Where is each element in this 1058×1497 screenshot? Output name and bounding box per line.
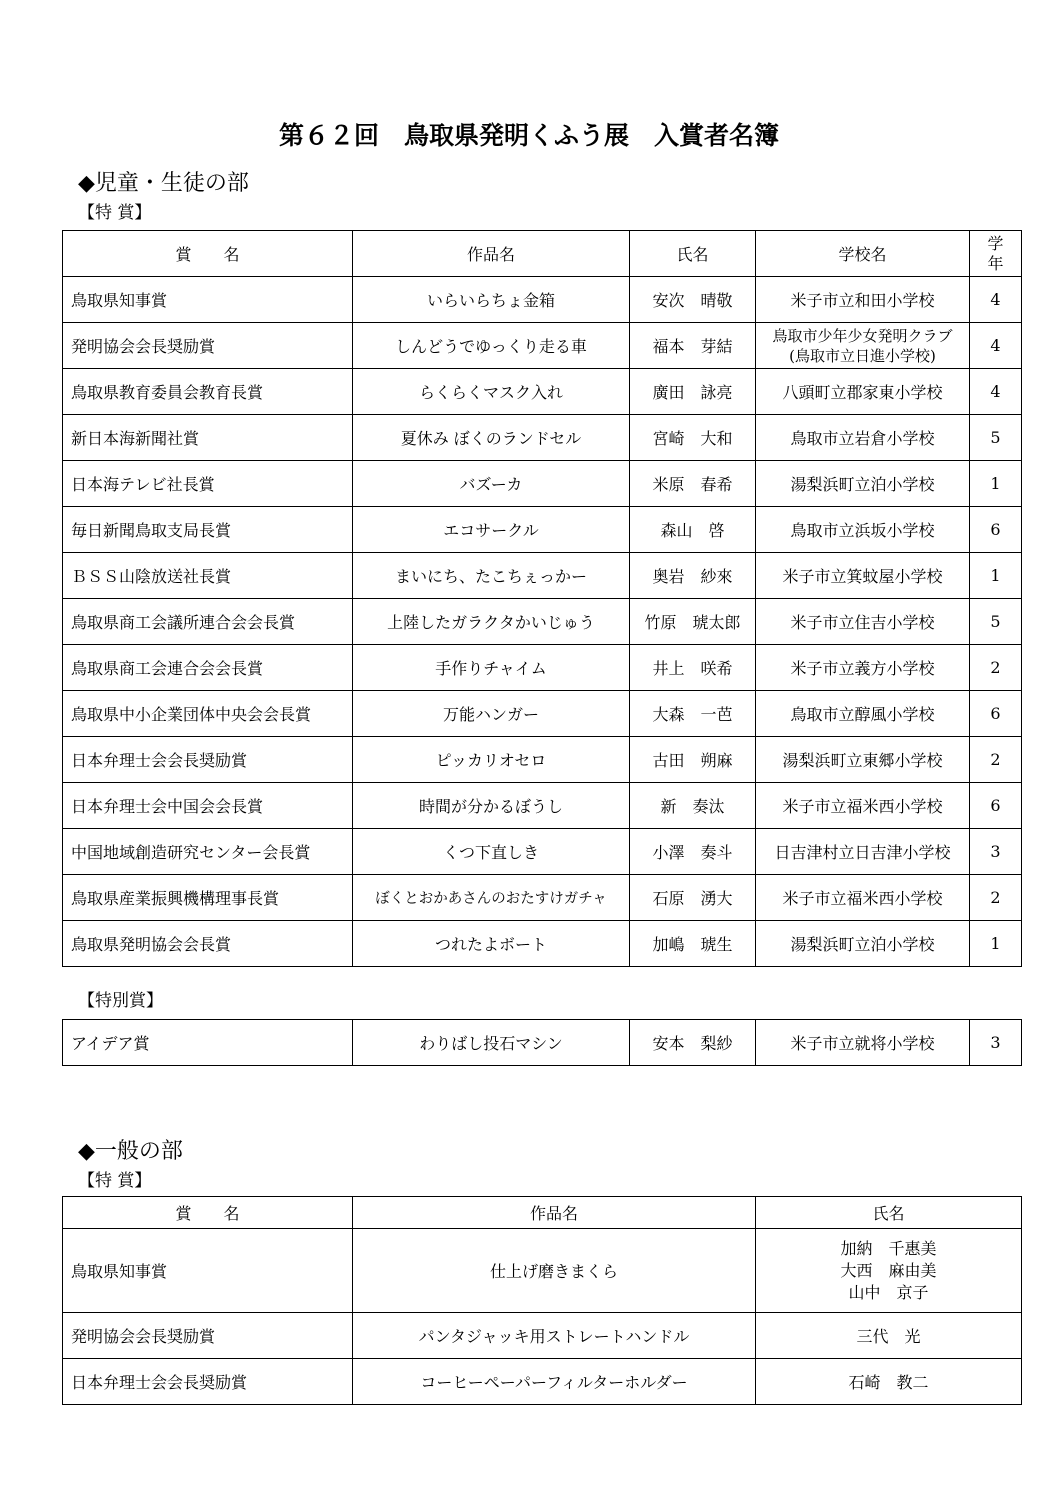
table-row [63, 323, 1022, 369]
table-row [63, 691, 1022, 737]
grade-cell: 1 [970, 921, 1022, 967]
work-cell: つれたよボート [353, 921, 630, 967]
grade-cell: 3 [970, 1020, 1022, 1066]
header-award: 賞 名 [63, 231, 353, 277]
name-cell: 米原 春希 [630, 461, 756, 507]
table-row [63, 599, 1022, 645]
student-awards-table [62, 230, 1022, 967]
name-cell: 加嶋 琥生 [630, 921, 756, 967]
grade-cell: 1 [970, 553, 1022, 599]
header-school: 学校名 [756, 231, 970, 277]
table-row [63, 369, 1022, 415]
name-cell: 安本 梨紗 [630, 1020, 756, 1066]
school-cell: 湯梨浜町立泊小学校 [756, 921, 970, 967]
name-cell: 奥岩 紗來 [630, 553, 756, 599]
school-cell: 鳥取市立浜坂小学校 [756, 507, 970, 553]
award-cell: 鳥取県中小企業団体中央会会長賞 [63, 691, 353, 737]
work-cell: らくらくマスク入れ [353, 369, 630, 415]
name-cell: 井上 咲希 [630, 645, 756, 691]
header-name: 氏名 [756, 1197, 1022, 1229]
table-row [63, 507, 1022, 553]
student-special-prize-table [62, 1019, 1022, 1066]
school-cell: 米子市立和田小学校 [756, 277, 970, 323]
award-cell: 日本海テレビ社長賞 [63, 461, 353, 507]
school-cell: 鳥取市立岩倉小学校 [756, 415, 970, 461]
header-award: 賞 名 [63, 1197, 353, 1229]
school-cell: 米子市立箕蚊屋小学校 [756, 553, 970, 599]
name-cell: 大森 一芭 [630, 691, 756, 737]
work-cell: バズーカ [353, 461, 630, 507]
table-row [63, 553, 1022, 599]
work-cell: わりばし投石マシン [353, 1020, 630, 1066]
award-cell: 鳥取県教育委員会教育長賞 [63, 369, 353, 415]
award-cell: アイデア賞 [63, 1020, 353, 1066]
name-cell: 古田 朔麻 [630, 737, 756, 783]
award-cell: 鳥取県知事賞 [63, 277, 353, 323]
grade-cell: 3 [970, 829, 1022, 875]
school-cell: 米子市立住吉小学校 [756, 599, 970, 645]
student-special-prize-label: 【特別賞】 [78, 991, 163, 1011]
header-name: 氏名 [630, 231, 756, 277]
school-cell: 米子市立福米西小学校 [756, 875, 970, 921]
table-row [63, 415, 1022, 461]
table-row [63, 829, 1022, 875]
general-section-heading: ◆一般の部 [78, 1139, 183, 1164]
table-header-row [63, 1197, 1022, 1229]
work-cell: いらいらちょ金箱 [353, 277, 630, 323]
school-cell: 米子市立就将小学校 [756, 1020, 970, 1066]
award-cell: 毎日新聞鳥取支局長賞 [63, 507, 353, 553]
header-work: 作品名 [353, 1197, 756, 1229]
award-cell: 中国地域創造研究センター会長賞 [63, 829, 353, 875]
work-cell: 上陸したガラクタかいじゅう [353, 599, 630, 645]
award-cell: 日本弁理士会会長奨励賞 [63, 737, 353, 783]
grade-cell: 6 [970, 691, 1022, 737]
grade-cell: 1 [970, 461, 1022, 507]
work-cell: くつ下直しき [353, 829, 630, 875]
header-grade: 学 年 [970, 231, 1022, 277]
grade-cell: 5 [970, 415, 1022, 461]
name-cell: 廣田 詠亮 [630, 369, 756, 415]
award-cell: 発明協会会長奨励賞 [63, 323, 353, 369]
award-cell: 発明協会会長奨励賞 [63, 1313, 353, 1359]
award-cell: 日本弁理士会会長奨励賞 [63, 1359, 353, 1405]
award-cell: 鳥取県商工会連合会会長賞 [63, 645, 353, 691]
student-section-heading: ◆児童・生徒の部 [78, 171, 249, 196]
name-cell: 安次 晴敬 [630, 277, 756, 323]
work-cell: コーヒーペーパーフィルターホルダー [353, 1359, 756, 1405]
work-cell: 手作りチャイム [353, 645, 630, 691]
name-cell: 石原 湧大 [630, 875, 756, 921]
grade-cell: 6 [970, 783, 1022, 829]
grade-cell: 2 [970, 737, 1022, 783]
name-cell: 竹原 琥太郎 [630, 599, 756, 645]
award-cell: 鳥取県知事賞 [63, 1229, 353, 1313]
table-row [63, 921, 1022, 967]
school-cell: 湯梨浜町立東郷小学校 [756, 737, 970, 783]
general-special-label: 【特 賞】 [78, 1171, 152, 1191]
work-cell: 仕上げ磨きまくら [353, 1229, 756, 1313]
work-cell: しんどうでゆっくり走る車 [353, 323, 630, 369]
table-row [63, 645, 1022, 691]
award-cell: ＢＳＳ山陰放送社長賞 [63, 553, 353, 599]
work-cell: 万能ハンガー [353, 691, 630, 737]
name-cell: 森山 啓 [630, 507, 756, 553]
name-cell: 石崎 教二 [756, 1359, 1022, 1405]
award-cell: 鳥取県商工会議所連合会会長賞 [63, 599, 353, 645]
table-row [63, 1313, 1022, 1359]
name-cell: 小澤 奏斗 [630, 829, 756, 875]
header-work: 作品名 [353, 231, 630, 277]
name-cell: 加納 千惠美 大西 麻由美 山中 京子 [756, 1229, 1022, 1313]
award-cell: 鳥取県発明協会会長賞 [63, 921, 353, 967]
work-cell: ピッカリオセロ [353, 737, 630, 783]
work-cell: エコサークル [353, 507, 630, 553]
table-row [63, 783, 1022, 829]
name-cell: 新 奏汰 [630, 783, 756, 829]
school-cell: 鳥取市少年少女発明クラブ (鳥取市立日進小学校) [756, 323, 970, 369]
award-cell: 日本弁理士会中国会会長賞 [63, 783, 353, 829]
table-header-row [63, 231, 1022, 277]
student-special-label: 【特 賞】 [78, 203, 152, 223]
school-cell: 鳥取市立醇風小学校 [756, 691, 970, 737]
page-title: 第６２回 鳥取県発明くふう展 入賞者名簿 [278, 121, 779, 150]
work-cell: 夏休み ぼくのランドセル [353, 415, 630, 461]
general-awards-table [62, 1196, 1022, 1405]
work-cell: ぼくとおかあさんのおたすけガチャ [353, 875, 630, 921]
grade-cell: 4 [970, 323, 1022, 369]
grade-cell: 2 [970, 645, 1022, 691]
school-cell: 米子市立義方小学校 [756, 645, 970, 691]
grade-cell: 6 [970, 507, 1022, 553]
table-row [63, 1020, 1022, 1066]
work-cell: パンタジャッキ用ストレートハンドル [353, 1313, 756, 1359]
work-cell: 時間が分かるぼうし [353, 783, 630, 829]
name-cell: 三代 光 [756, 1313, 1022, 1359]
school-cell: 米子市立福米西小学校 [756, 783, 970, 829]
table-row [63, 1359, 1022, 1405]
school-cell: 湯梨浜町立泊小学校 [756, 461, 970, 507]
award-cell: 鳥取県産業振興機構理事長賞 [63, 875, 353, 921]
award-cell: 新日本海新聞社賞 [63, 415, 353, 461]
table-row [63, 1229, 1022, 1313]
school-cell: 八頭町立郡家東小学校 [756, 369, 970, 415]
work-cell: まいにち、たこちぇっかー [353, 553, 630, 599]
grade-cell: 4 [970, 277, 1022, 323]
grade-cell: 5 [970, 599, 1022, 645]
table-row [63, 875, 1022, 921]
name-cell: 宮崎 大和 [630, 415, 756, 461]
table-row [63, 461, 1022, 507]
table-row [63, 277, 1022, 323]
grade-cell: 4 [970, 369, 1022, 415]
name-cell: 福本 芽結 [630, 323, 756, 369]
table-row [63, 737, 1022, 783]
grade-cell: 2 [970, 875, 1022, 921]
school-cell: 日吉津村立日吉津小学校 [756, 829, 970, 875]
